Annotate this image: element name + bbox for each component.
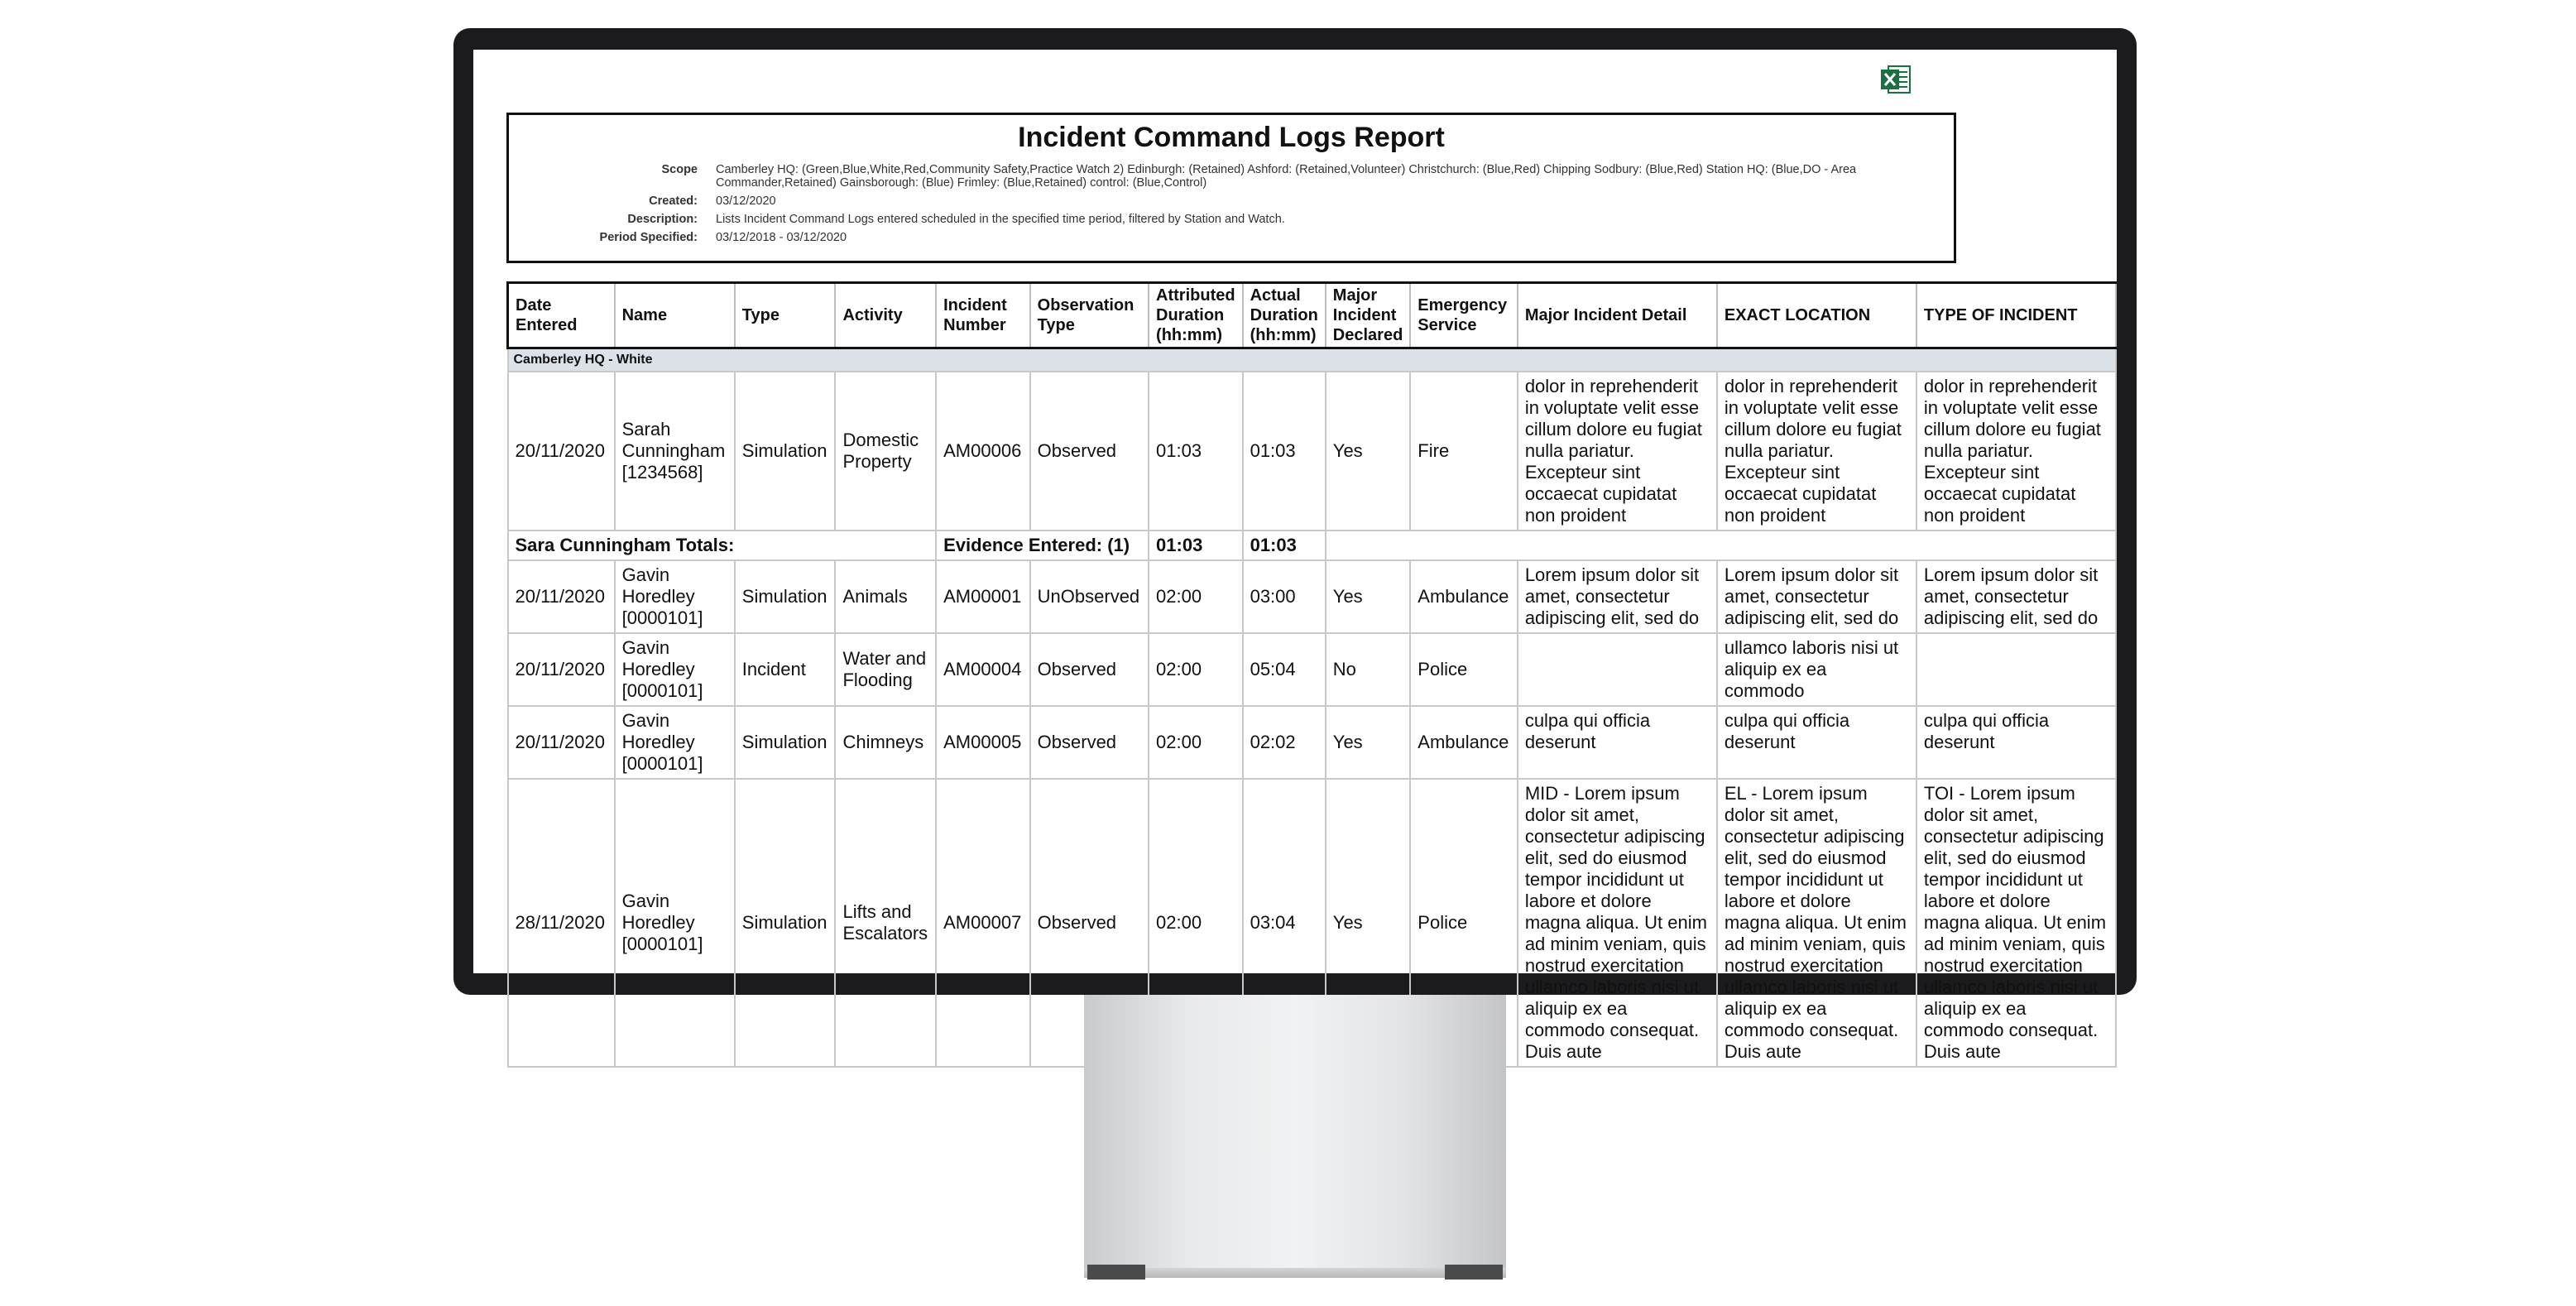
table-cell: MID - Lorem ipsum dolor sit amet, consectetur adipiscing elit, sed do eiusmod tempor incididunt ut labore et dolore magna aliqua. Ut enim ad minim veniam, quis nostrud exercitation ullamco laboris nisi ut aliquip ex ea commodo consequat. Duis aute [1518, 779, 1717, 1067]
totals-attributed-duration: 01:03 [1149, 531, 1243, 560]
table-cell: 20/11/2020 [508, 633, 615, 706]
table-cell: Animals [835, 560, 936, 633]
table-cell: Domestic Property [835, 372, 936, 531]
table-cell: Police [1410, 633, 1518, 706]
meta-description [509, 213, 1954, 226]
column-header: Incident Number [936, 283, 1030, 348]
table-cell: Yes [1326, 560, 1411, 633]
report-header [506, 113, 1956, 263]
meta-value: 03/12/2020 [716, 194, 776, 208]
incident-logs-table [506, 281, 2117, 1068]
table-header-row [508, 283, 2117, 348]
table-cell: culpa qui officia deserunt [1518, 706, 1717, 779]
meta-label: Scope [661, 163, 698, 176]
table-cell: Observed [1030, 633, 1149, 706]
report-title: Incident Command Logs Report [1018, 122, 1445, 153]
meta-label: Period Specified: [599, 231, 698, 244]
table-cell: AM00006 [936, 372, 1030, 531]
totals-actual-duration: 01:03 [1243, 531, 1326, 560]
table-cell: Sarah Cunningham [1234568] [615, 372, 735, 531]
table-cell: Gavin Horedley [0000101] [615, 706, 735, 779]
screen [473, 50, 2117, 1062]
table-cell: 02:00 [1149, 560, 1243, 633]
meta-value: Camberley HQ: (Green,Blue,White,Red,Community Safety,Practice Watch 2) Edinburgh: (Retained) Ashford: (Retained,Volunteer) Christchurch: (Blue,Red) Chipping Sodbury: (Blue,Red) Station HQ: (Blue,DO - Area Commander,Retained) Gainsborough: (Blue) Frimley: (Blue,Retained) control: (Blue,Control) [716, 163, 1857, 190]
table-cell [1916, 633, 2116, 706]
monitor-stand [1084, 995, 1506, 1268]
meta-label: Description: [627, 213, 698, 226]
table-cell: EL - Lorem ipsum dolor sit amet, consectetur adipiscing elit, sed do eiusmod tempor incididunt ut labore et dolore magna aliqua. Ut enim ad minim veniam, quis nostrud exercitation ullamco laboris nisi ut aliquip ex ea commodo consequat. Duis aute [1717, 779, 1916, 1067]
table-row[interactable] [508, 633, 2117, 706]
table-cell: Fire [1410, 372, 1518, 531]
table-cell: Lorem ipsum dolor sit amet, consectetur adipiscing elit, sed do [1916, 560, 2116, 633]
table-cell: Gavin Horedley [0000101] [615, 633, 735, 706]
totals-empty [1326, 531, 2116, 560]
table-cell: Water and Flooding [835, 633, 936, 706]
column-header: Actual Duration (hh:mm) [1243, 283, 1326, 348]
table-cell: 20/11/2020 [508, 560, 615, 633]
table-cell: 20/11/2020 [508, 706, 615, 779]
table-cell: Observed [1030, 779, 1149, 1067]
table-cell: Gavin Horedley [0000101] [615, 560, 735, 633]
report-meta [509, 163, 1954, 249]
table-cell: Yes [1326, 706, 1411, 779]
table-cell: 01:03 [1149, 372, 1243, 531]
meta-value: Lists Incident Command Logs entered scheduled in the specified time period, filtered by Station and Watch. [716, 213, 1285, 226]
table-cell: Ambulance [1410, 706, 1518, 779]
table-cell: 28/11/2020 [508, 779, 615, 1067]
totals-name: Sara Cunningham Totals: [508, 531, 937, 560]
table-cell: dolor in reprehenderit in voluptate velit esse cillum dolore eu fugiat nulla pariatur. Excepteur sint occaecat cupidatat non proident [1518, 372, 1717, 531]
table-cell: 05:04 [1243, 633, 1326, 706]
table-cell: 02:00 [1149, 633, 1243, 706]
table-cell: 02:02 [1243, 706, 1326, 779]
table-cell: Yes [1326, 372, 1411, 531]
group-label: Camberley HQ - White [508, 348, 2117, 372]
table-cell: culpa qui officia deserunt [1717, 706, 1916, 779]
table-cell: dolor in reprehenderit in voluptate velit esse cillum dolore eu fugiat nulla pariatur. Excepteur sint occaecat cupidatat non proident [1717, 372, 1916, 531]
table-cell: 03:00 [1243, 560, 1326, 633]
column-header: Attributed Duration (hh:mm) [1149, 283, 1243, 348]
meta-created [509, 194, 1954, 208]
table-cell: AM00007 [936, 779, 1030, 1067]
table-cell: Simulation [735, 779, 836, 1067]
table-cell: 02:00 [1149, 706, 1243, 779]
table-cell: Gavin Horedley [0000101] [615, 779, 735, 1067]
table-cell: Police [1410, 779, 1518, 1067]
table-cell: 02:00 [1149, 779, 1243, 1067]
column-header: Date Entered [508, 283, 615, 348]
column-header: Activity [835, 283, 936, 348]
column-header: Major Incident Declared [1326, 283, 1411, 348]
table-cell: Yes [1326, 779, 1411, 1067]
totals-row [508, 531, 2117, 560]
monitor-stand-foot [1084, 1268, 1506, 1278]
column-header: TYPE OF INCIDENT [1916, 283, 2116, 348]
table-cell: Lorem ipsum dolor sit amet, consectetur adipiscing elit, sed do [1717, 560, 1916, 633]
column-header: Major Incident Detail [1518, 283, 1717, 348]
table-body [508, 348, 2117, 1068]
table-cell: dolor in reprehenderit in voluptate velit esse cillum dolore eu fugiat nulla pariatur. Excepteur sint occaecat cupidatat non proident [1916, 372, 2116, 531]
stand-foot-right [1445, 1265, 1503, 1280]
table-cell: AM00001 [936, 560, 1030, 633]
table-cell: Incident [735, 633, 836, 706]
column-header: Observation Type [1030, 283, 1149, 348]
table-cell: Observed [1030, 706, 1149, 779]
table-cell [1518, 633, 1717, 706]
table-cell: Ambulance [1410, 560, 1518, 633]
table-row[interactable] [508, 706, 2117, 779]
column-header: Emergency Service [1410, 283, 1518, 348]
table-cell: Lifts and Escalators [835, 779, 936, 1067]
table-row[interactable] [508, 560, 2117, 633]
table-cell: Simulation [735, 372, 836, 531]
monitor-frame [453, 28, 2137, 1062]
table-cell: Observed [1030, 372, 1149, 531]
table-cell: Simulation [735, 706, 836, 779]
meta-label: Created: [649, 194, 698, 208]
excel-export-icon[interactable] [1880, 65, 1912, 94]
table-cell: Lorem ipsum dolor sit amet, consectetur adipiscing elit, sed do [1518, 560, 1717, 633]
table-row[interactable] [508, 372, 2117, 531]
totals-evidence: Evidence Entered: (1) [936, 531, 1149, 560]
table-cell: Simulation [735, 560, 836, 633]
meta-value: 03/12/2018 - 03/12/2020 [716, 231, 847, 244]
table-cell: 01:03 [1243, 372, 1326, 531]
table-cell: Chimneys [835, 706, 936, 779]
table-cell: No [1326, 633, 1411, 706]
table-cell: AM00005 [936, 706, 1030, 779]
table-cell: 03:04 [1243, 779, 1326, 1067]
stand-foot-left [1087, 1265, 1145, 1280]
table-cell: UnObserved [1030, 560, 1149, 633]
column-header: EXACT LOCATION [1717, 283, 1916, 348]
group-row [508, 348, 2117, 372]
table-cell: 20/11/2020 [508, 372, 615, 531]
meta-period [509, 231, 1954, 244]
column-header: Type [735, 283, 836, 348]
meta-scope [509, 163, 1954, 190]
table-cell: ullamco laboris nisi ut aliquip ex ea commodo [1717, 633, 1916, 706]
table-cell: TOI - Lorem ipsum dolor sit amet, consectetur adipiscing elit, sed do eiusmod tempor incididunt ut labore et dolore magna aliqua. Ut enim ad minim veniam, quis nostrud exercitation ullamco laboris nisi ut aliquip ex ea commodo consequat. Duis aute [1916, 779, 2116, 1067]
table-cell: culpa qui officia deserunt [1916, 706, 2116, 779]
column-header: Name [615, 283, 735, 348]
table-cell: AM00004 [936, 633, 1030, 706]
